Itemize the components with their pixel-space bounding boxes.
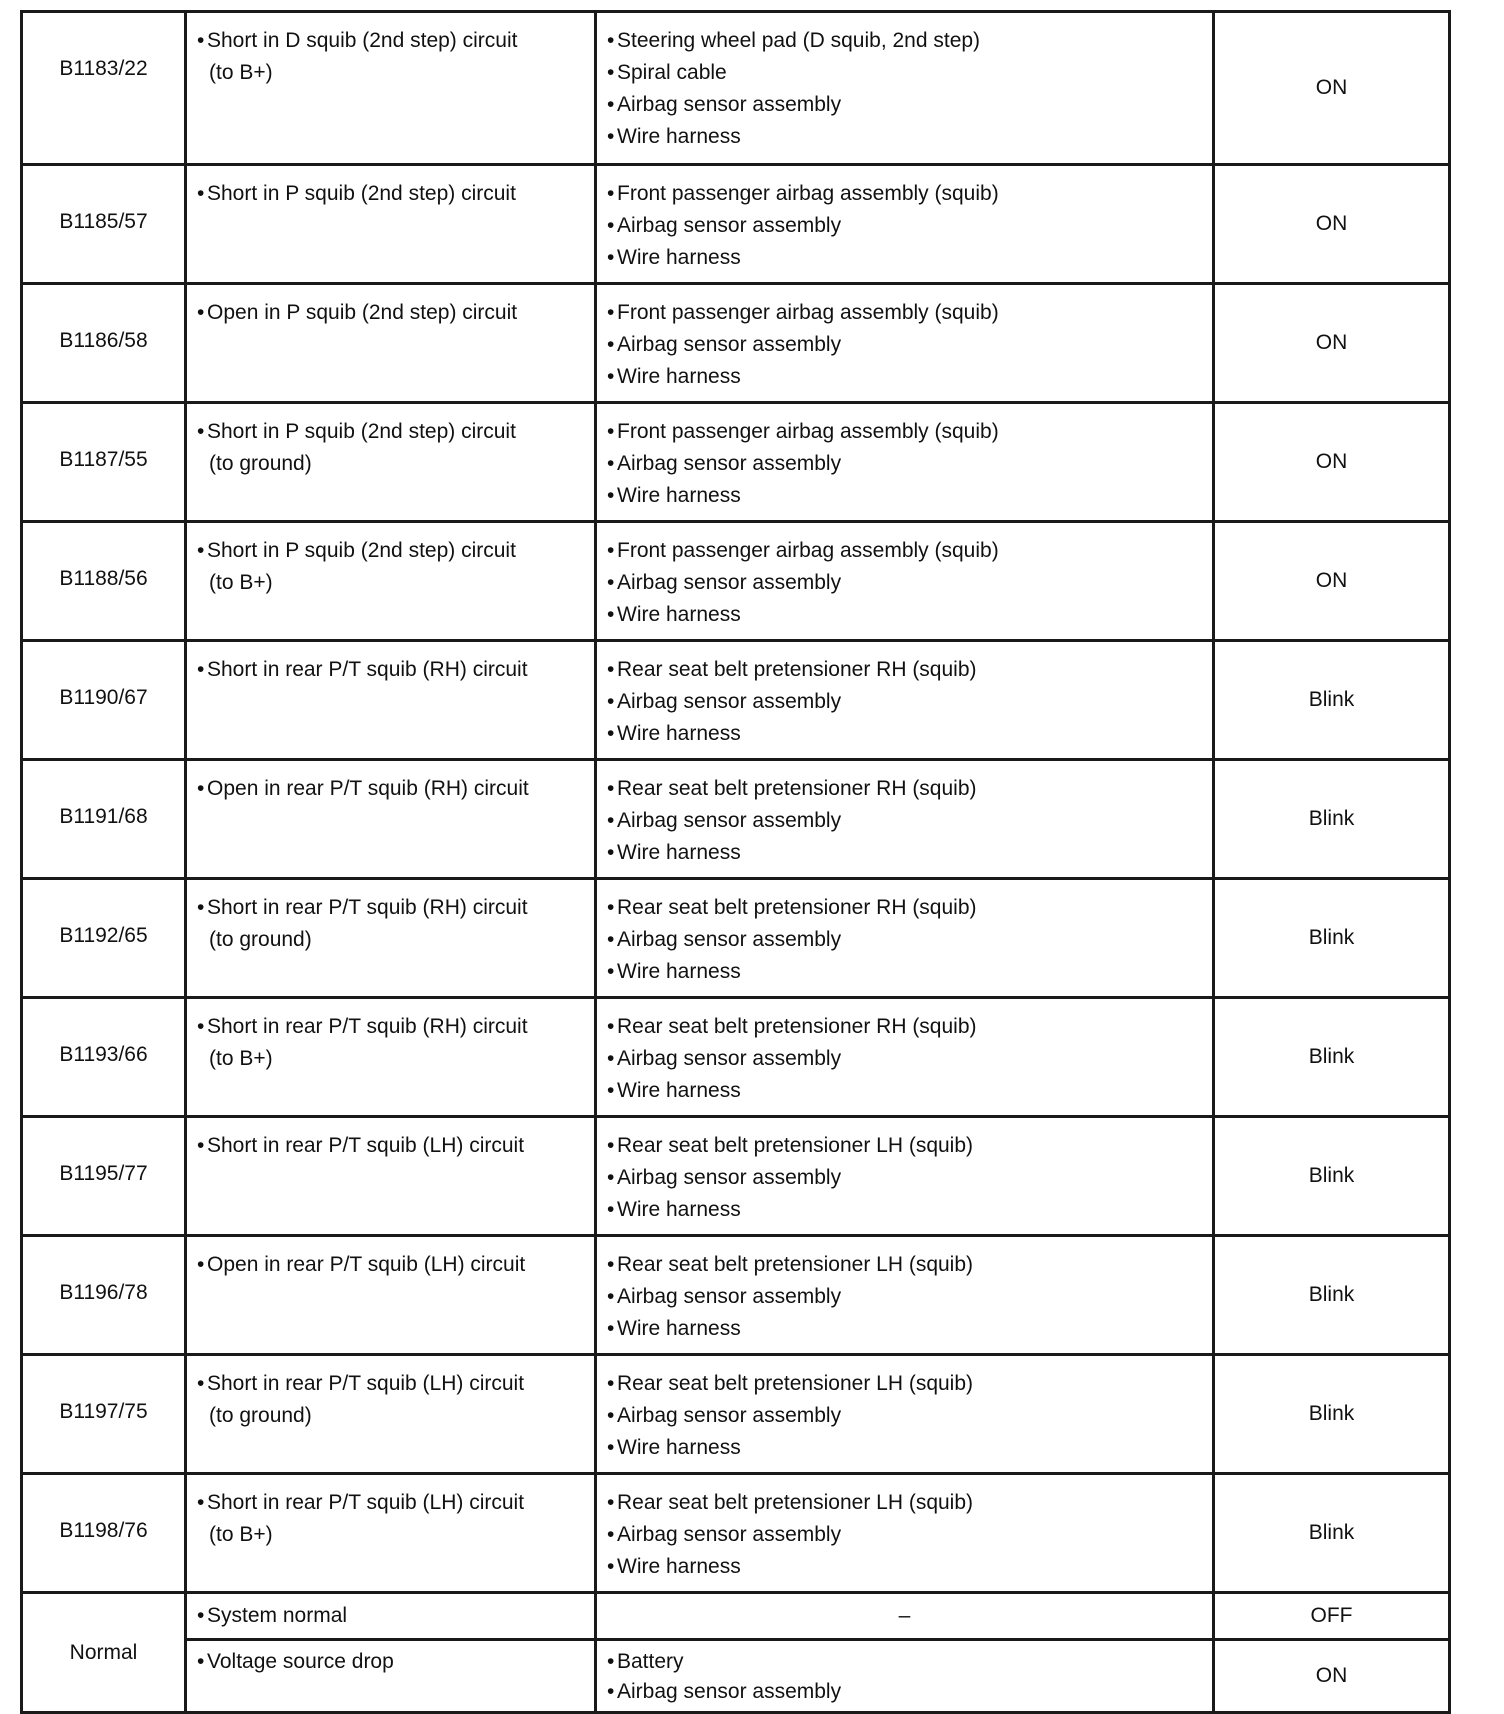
condition-text: Short in P squib (2nd step) circuit (207, 420, 516, 443)
dtc-code: B1188/56 (59, 567, 148, 590)
condition-continuation: (to ground) (209, 928, 312, 951)
trouble-area-cell (596, 12, 1214, 165)
warning-light-status: Blink (1308, 807, 1355, 830)
warning-light-cell (1214, 1640, 1450, 1713)
dtc-code: B1195/77 (59, 1162, 148, 1185)
warning-light-cell (1214, 1474, 1450, 1593)
bullet-icon: • (607, 1015, 615, 1038)
dtc-code: B1197/75 (59, 1400, 148, 1423)
trouble-area-text: Airbag sensor assembly (617, 1404, 842, 1427)
trouble-area-text: Airbag sensor assembly (617, 93, 842, 116)
condition-line (197, 297, 586, 329)
bullet-icon: • (607, 420, 615, 443)
warning-light-cell (1214, 641, 1450, 760)
condition-line (197, 1249, 586, 1281)
trouble-area-text: Battery (617, 1650, 684, 1673)
condition-text: Short in P squib (2nd step) circuit (207, 539, 516, 562)
bullet-icon: • (607, 1285, 615, 1308)
trouble-area-text: Rear seat belt pretensioner LH (squib) (617, 1491, 974, 1514)
dtc-code: B1183/22 (59, 57, 148, 80)
trouble-area-line (607, 924, 1204, 956)
bullet-icon: • (607, 29, 615, 52)
trouble-area-line (607, 1368, 1204, 1400)
trouble-area-line (607, 1281, 1204, 1313)
trouble-area-text: Wire harness (617, 1555, 741, 1578)
dtc-code-cell (22, 1236, 186, 1355)
condition-continuation: (to B+) (209, 571, 273, 594)
detection-condition-cell (186, 522, 596, 641)
bullet-icon: • (607, 365, 615, 388)
warning-light-status: Blink (1308, 1283, 1355, 1306)
condition-line (197, 25, 586, 57)
trouble-area-cell (596, 522, 1214, 641)
warning-light-cell (1214, 1593, 1450, 1640)
detection-condition-cell (186, 1117, 596, 1236)
trouble-area-text: Airbag sensor assembly (617, 1523, 842, 1546)
dtc-code-cell (22, 284, 186, 403)
table-row (22, 12, 1450, 165)
trouble-area-line (607, 89, 1204, 121)
trouble-area-line (607, 1487, 1204, 1519)
bullet-icon: • (607, 603, 615, 626)
dtc-code-cell (22, 1117, 186, 1236)
trouble-area-line (607, 837, 1204, 869)
condition-line (197, 1647, 586, 1677)
trouble-area-text: Rear seat belt pretensioner RH (squib) (617, 1015, 977, 1038)
trouble-area-text: Airbag sensor assembly (617, 1285, 842, 1308)
warning-light-cell (1214, 165, 1450, 284)
bullet-icon: • (197, 1372, 205, 1395)
bullet-icon: • (197, 658, 205, 681)
trouble-area-line (607, 805, 1204, 837)
bullet-icon: • (607, 1523, 615, 1546)
condition-line (197, 535, 586, 567)
trouble-area-text: Airbag sensor assembly (617, 690, 842, 713)
trouble-area-line (607, 297, 1204, 329)
bullet-icon: • (607, 658, 615, 681)
warning-light-status: ON (1315, 76, 1348, 99)
condition-line (197, 1011, 586, 1043)
condition-text: Short in rear P/T squib (RH) circuit (207, 658, 528, 681)
trouble-area-text: Airbag sensor assembly (617, 571, 842, 594)
trouble-area-line (607, 567, 1204, 599)
bullet-icon: • (607, 1555, 615, 1578)
trouble-area-line (607, 178, 1204, 210)
warning-light-status: ON (1315, 1664, 1348, 1687)
trouble-area-cell (596, 1236, 1214, 1355)
bullet-icon: • (607, 452, 615, 475)
condition-line (197, 654, 586, 686)
detection-condition-cell (186, 1593, 596, 1640)
warning-light-status: OFF (1310, 1604, 1353, 1627)
trouble-area-line (607, 1551, 1204, 1583)
dtc-table (20, 10, 1451, 1714)
bullet-icon: • (197, 1650, 205, 1673)
warning-light-status: Blink (1308, 1164, 1355, 1187)
bullet-icon: • (197, 1604, 205, 1627)
trouble-area-line (607, 25, 1204, 57)
trouble-area-line (607, 956, 1204, 988)
condition-text: Short in rear P/T squib (LH) circuit (207, 1491, 525, 1514)
trouble-area-cell (596, 998, 1214, 1117)
condition-line (197, 178, 586, 210)
trouble-area-text: Airbag sensor assembly (617, 928, 842, 951)
detection-condition-cell (186, 998, 596, 1117)
dtc-code: B1190/67 (59, 686, 148, 709)
table-row (22, 998, 1450, 1117)
dtc-code: Normal (69, 1640, 138, 1664)
trouble-area-line (607, 718, 1204, 750)
trouble-area-text: Rear seat belt pretensioner LH (squib) (617, 1134, 974, 1157)
trouble-area-line (607, 1400, 1204, 1432)
bullet-icon: • (607, 571, 615, 594)
bullet-icon: • (607, 1047, 615, 1070)
table-row (22, 403, 1450, 522)
bullet-icon: • (607, 93, 615, 116)
trouble-area-text: Rear seat belt pretensioner LH (squib) (617, 1253, 974, 1276)
condition-text: Open in rear P/T squib (LH) circuit (207, 1253, 526, 1276)
trouble-area-cell (596, 165, 1214, 284)
warning-light-status: Blink (1308, 1402, 1355, 1425)
warning-light-cell (1214, 879, 1450, 998)
condition-continuation: (to ground) (209, 452, 312, 475)
bullet-icon: • (607, 1650, 615, 1673)
warning-light-cell (1214, 1117, 1450, 1236)
trouble-area-cell (596, 403, 1214, 522)
bullet-icon: • (607, 1134, 615, 1157)
bullet-icon: • (607, 333, 615, 356)
detection-condition-cell (186, 641, 596, 760)
trouble-area-line (607, 448, 1204, 480)
bullet-icon: • (607, 960, 615, 983)
detection-condition-cell (186, 760, 596, 879)
trouble-area-line (607, 1075, 1204, 1107)
trouble-area-text: Airbag sensor assembly (617, 333, 842, 356)
table-row (22, 522, 1450, 641)
bullet-icon: • (607, 182, 615, 205)
bullet-icon: • (607, 809, 615, 832)
table-row (22, 641, 1450, 760)
dtc-code-cell (22, 522, 186, 641)
trouble-area-text: Airbag sensor assembly (617, 214, 842, 237)
detection-condition-cell (186, 1355, 596, 1474)
trouble-area-line (607, 1162, 1204, 1194)
bullet-icon: • (607, 1079, 615, 1102)
trouble-area-text: Airbag sensor assembly (617, 1166, 842, 1189)
condition-line (197, 892, 586, 924)
bullet-icon: • (607, 61, 615, 84)
bullet-icon: • (607, 1317, 615, 1340)
trouble-area-text: Rear seat belt pretensioner RH (squib) (617, 777, 977, 800)
trouble-area-cell (596, 879, 1214, 998)
condition-text: Short in rear P/T squib (RH) circuit (207, 896, 528, 919)
trouble-area-cell (596, 1355, 1214, 1474)
trouble-area-line (607, 1432, 1204, 1464)
trouble-area-cell (596, 284, 1214, 403)
warning-light-status: ON (1315, 212, 1348, 235)
trouble-area-line (607, 242, 1204, 274)
bullet-icon: • (607, 484, 615, 507)
dtc-table-sheet (20, 10, 1448, 1703)
bullet-icon: • (607, 214, 615, 237)
trouble-area-line (607, 1194, 1204, 1226)
bullet-icon: • (607, 1253, 615, 1276)
trouble-area-text: Wire harness (617, 841, 741, 864)
trouble-area-text: Airbag sensor assembly (617, 809, 842, 832)
warning-light-cell (1214, 284, 1450, 403)
bullet-icon: • (607, 1491, 615, 1514)
warning-light-status: Blink (1308, 688, 1355, 711)
table-row (22, 879, 1450, 998)
bullet-icon: • (197, 29, 205, 52)
trouble-area-line (607, 686, 1204, 718)
warning-light-cell (1214, 403, 1450, 522)
table-row-normal (22, 1593, 1450, 1640)
trouble-area-text: Wire harness (617, 125, 741, 148)
condition-line (197, 1487, 586, 1519)
condition-text: System normal (207, 1604, 348, 1627)
trouble-area-line (607, 1130, 1204, 1162)
warning-light-cell (1214, 998, 1450, 1117)
warning-light-cell (1214, 12, 1450, 165)
dtc-code-cell (22, 403, 186, 522)
condition-text: Short in P squib (2nd step) circuit (207, 182, 516, 205)
trouble-area-text: Rear seat belt pretensioner RH (squib) (617, 658, 977, 681)
warning-light-cell (1214, 1355, 1450, 1474)
dtc-code-cell (22, 879, 186, 998)
trouble-area-line (607, 1647, 1204, 1677)
trouble-area-text: Wire harness (617, 603, 741, 626)
trouble-area-text: Wire harness (617, 1317, 741, 1340)
trouble-area-cell (596, 1640, 1214, 1713)
table-row (22, 760, 1450, 879)
trouble-area-text: Front passenger airbag assembly (squib) (617, 420, 999, 443)
dtc-code: B1196/78 (59, 1281, 148, 1304)
trouble-area-line (607, 361, 1204, 393)
bullet-icon: • (607, 1436, 615, 1459)
trouble-area-text: Airbag sensor assembly (617, 1047, 842, 1070)
condition-continuation: (to B+) (209, 61, 273, 84)
warning-light-status: Blink (1308, 1521, 1355, 1544)
warning-light-status: ON (1315, 331, 1348, 354)
table-row (22, 1474, 1450, 1593)
bullet-icon: • (607, 690, 615, 713)
trouble-area-line (607, 416, 1204, 448)
bullet-icon: • (197, 301, 205, 324)
table-row-normal (22, 1640, 1450, 1713)
trouble-area-text: Wire harness (617, 1198, 741, 1221)
trouble-area-line (607, 57, 1204, 89)
dtc-code: B1185/57 (59, 210, 148, 233)
warning-light-status: ON (1315, 569, 1348, 592)
bullet-icon: • (607, 1198, 615, 1221)
bullet-icon: • (197, 1491, 205, 1514)
bullet-icon: • (197, 1015, 205, 1038)
trouble-area-text: Wire harness (617, 365, 741, 388)
dtc-code-cell (22, 998, 186, 1117)
bullet-icon: • (197, 420, 205, 443)
dtc-code-cell (22, 1593, 186, 1713)
trouble-area-text: Airbag sensor assembly (617, 1680, 842, 1703)
dtc-code: B1187/55 (59, 448, 148, 471)
dtc-table-body (22, 12, 1450, 1713)
bullet-icon: • (197, 182, 205, 205)
detection-condition-cell (186, 284, 596, 403)
dtc-code: B1191/68 (59, 805, 148, 828)
detection-condition-cell (186, 165, 596, 284)
dtc-code-cell (22, 641, 186, 760)
condition-text: Short in D squib (2nd step) circuit (207, 29, 518, 52)
condition-text: Short in rear P/T squib (LH) circuit (207, 1372, 525, 1395)
dtc-code-cell (22, 165, 186, 284)
warning-light-cell (1214, 760, 1450, 879)
dtc-code: B1198/76 (59, 1519, 148, 1542)
table-row (22, 1117, 1450, 1236)
trouble-area-line (607, 599, 1204, 631)
condition-text: Short in rear P/T squib (LH) circuit (207, 1134, 525, 1157)
trouble-area-cell (596, 1593, 1214, 1640)
dtc-code-cell (22, 1474, 186, 1593)
trouble-area-line (607, 892, 1204, 924)
warning-light-cell (1214, 522, 1450, 641)
trouble-area-none: – (898, 1604, 911, 1627)
bullet-icon: • (607, 301, 615, 324)
trouble-area-line (607, 1043, 1204, 1075)
trouble-area-line (607, 1519, 1204, 1551)
bullet-icon: • (607, 1166, 615, 1189)
bullet-icon: • (607, 1372, 615, 1395)
trouble-area-text: Wire harness (617, 246, 741, 269)
condition-line (197, 1602, 586, 1630)
bullet-icon: • (607, 928, 615, 951)
trouble-area-text: Rear seat belt pretensioner LH (squib) (617, 1372, 974, 1395)
trouble-area-line (607, 480, 1204, 512)
table-row (22, 165, 1450, 284)
table-row (22, 284, 1450, 403)
condition-line (197, 1130, 586, 1162)
trouble-area-text: Steering wheel pad (D squib, 2nd step) (617, 29, 981, 52)
bullet-icon: • (607, 777, 615, 800)
condition-text: Open in rear P/T squib (RH) circuit (207, 777, 529, 800)
trouble-area-line (607, 210, 1204, 242)
trouble-area-line (607, 1313, 1204, 1345)
detection-condition-cell (186, 12, 596, 165)
trouble-area-line (607, 121, 1204, 153)
trouble-area-cell (596, 641, 1214, 760)
dtc-code-cell (22, 1355, 186, 1474)
bullet-icon: • (607, 841, 615, 864)
condition-continuation: (to ground) (209, 1404, 312, 1427)
trouble-area-text: Spiral cable (617, 61, 727, 84)
trouble-area-line (607, 1249, 1204, 1281)
bullet-icon: • (607, 896, 615, 919)
trouble-area-text: Front passenger airbag assembly (squib) (617, 301, 999, 324)
trouble-area-text: Wire harness (617, 722, 741, 745)
trouble-area-cell (596, 1117, 1214, 1236)
trouble-area-text: Front passenger airbag assembly (squib) (617, 539, 999, 562)
bullet-icon: • (607, 246, 615, 269)
bullet-icon: • (607, 539, 615, 562)
dtc-code-cell (22, 760, 186, 879)
trouble-area-cell (596, 760, 1214, 879)
trouble-area-line (607, 535, 1204, 567)
bullet-icon: • (197, 539, 205, 562)
condition-continuation: (to B+) (209, 1047, 273, 1070)
condition-line (197, 773, 586, 805)
trouble-area-line (607, 329, 1204, 361)
detection-condition-cell (186, 403, 596, 522)
condition-line (197, 416, 586, 448)
bullet-icon: • (197, 1253, 205, 1276)
trouble-area-line (607, 1677, 1204, 1707)
trouble-area-text: Wire harness (617, 960, 741, 983)
trouble-area-text: Wire harness (617, 1079, 741, 1102)
dtc-code: B1192/65 (59, 924, 148, 947)
trouble-area-line (607, 654, 1204, 686)
warning-light-status: ON (1315, 450, 1348, 473)
detection-condition-cell (186, 1236, 596, 1355)
detection-condition-cell (186, 1474, 596, 1593)
detection-condition-cell (186, 879, 596, 998)
dtc-code: B1186/58 (59, 329, 148, 352)
condition-text: Open in P squib (2nd step) circuit (207, 301, 518, 324)
detection-condition-cell (186, 1640, 596, 1713)
warning-light-status: Blink (1308, 926, 1355, 949)
bullet-icon: • (197, 777, 205, 800)
bullet-icon: • (607, 125, 615, 148)
trouble-area-line (607, 1011, 1204, 1043)
trouble-area-text: Airbag sensor assembly (617, 452, 842, 475)
condition-line (197, 1368, 586, 1400)
table-row (22, 1236, 1450, 1355)
warning-light-status: Blink (1308, 1045, 1355, 1068)
bullet-icon: • (607, 1680, 615, 1703)
dtc-code-cell (22, 12, 186, 165)
condition-text: Voltage source drop (207, 1650, 394, 1673)
bullet-icon: • (607, 1404, 615, 1427)
trouble-area-text: Rear seat belt pretensioner RH (squib) (617, 896, 977, 919)
trouble-area-line (607, 773, 1204, 805)
bullet-icon: • (197, 896, 205, 919)
condition-text: Short in rear P/T squib (RH) circuit (207, 1015, 528, 1038)
bullet-icon: • (607, 722, 615, 745)
table-row (22, 1355, 1450, 1474)
dtc-code: B1193/66 (59, 1043, 148, 1066)
warning-light-cell (1214, 1236, 1450, 1355)
trouble-area-text: Wire harness (617, 484, 741, 507)
bullet-icon: • (197, 1134, 205, 1157)
trouble-area-text: Wire harness (617, 1436, 741, 1459)
trouble-area-cell (596, 1474, 1214, 1593)
condition-continuation: (to B+) (209, 1523, 273, 1546)
trouble-area-text: Front passenger airbag assembly (squib) (617, 182, 999, 205)
